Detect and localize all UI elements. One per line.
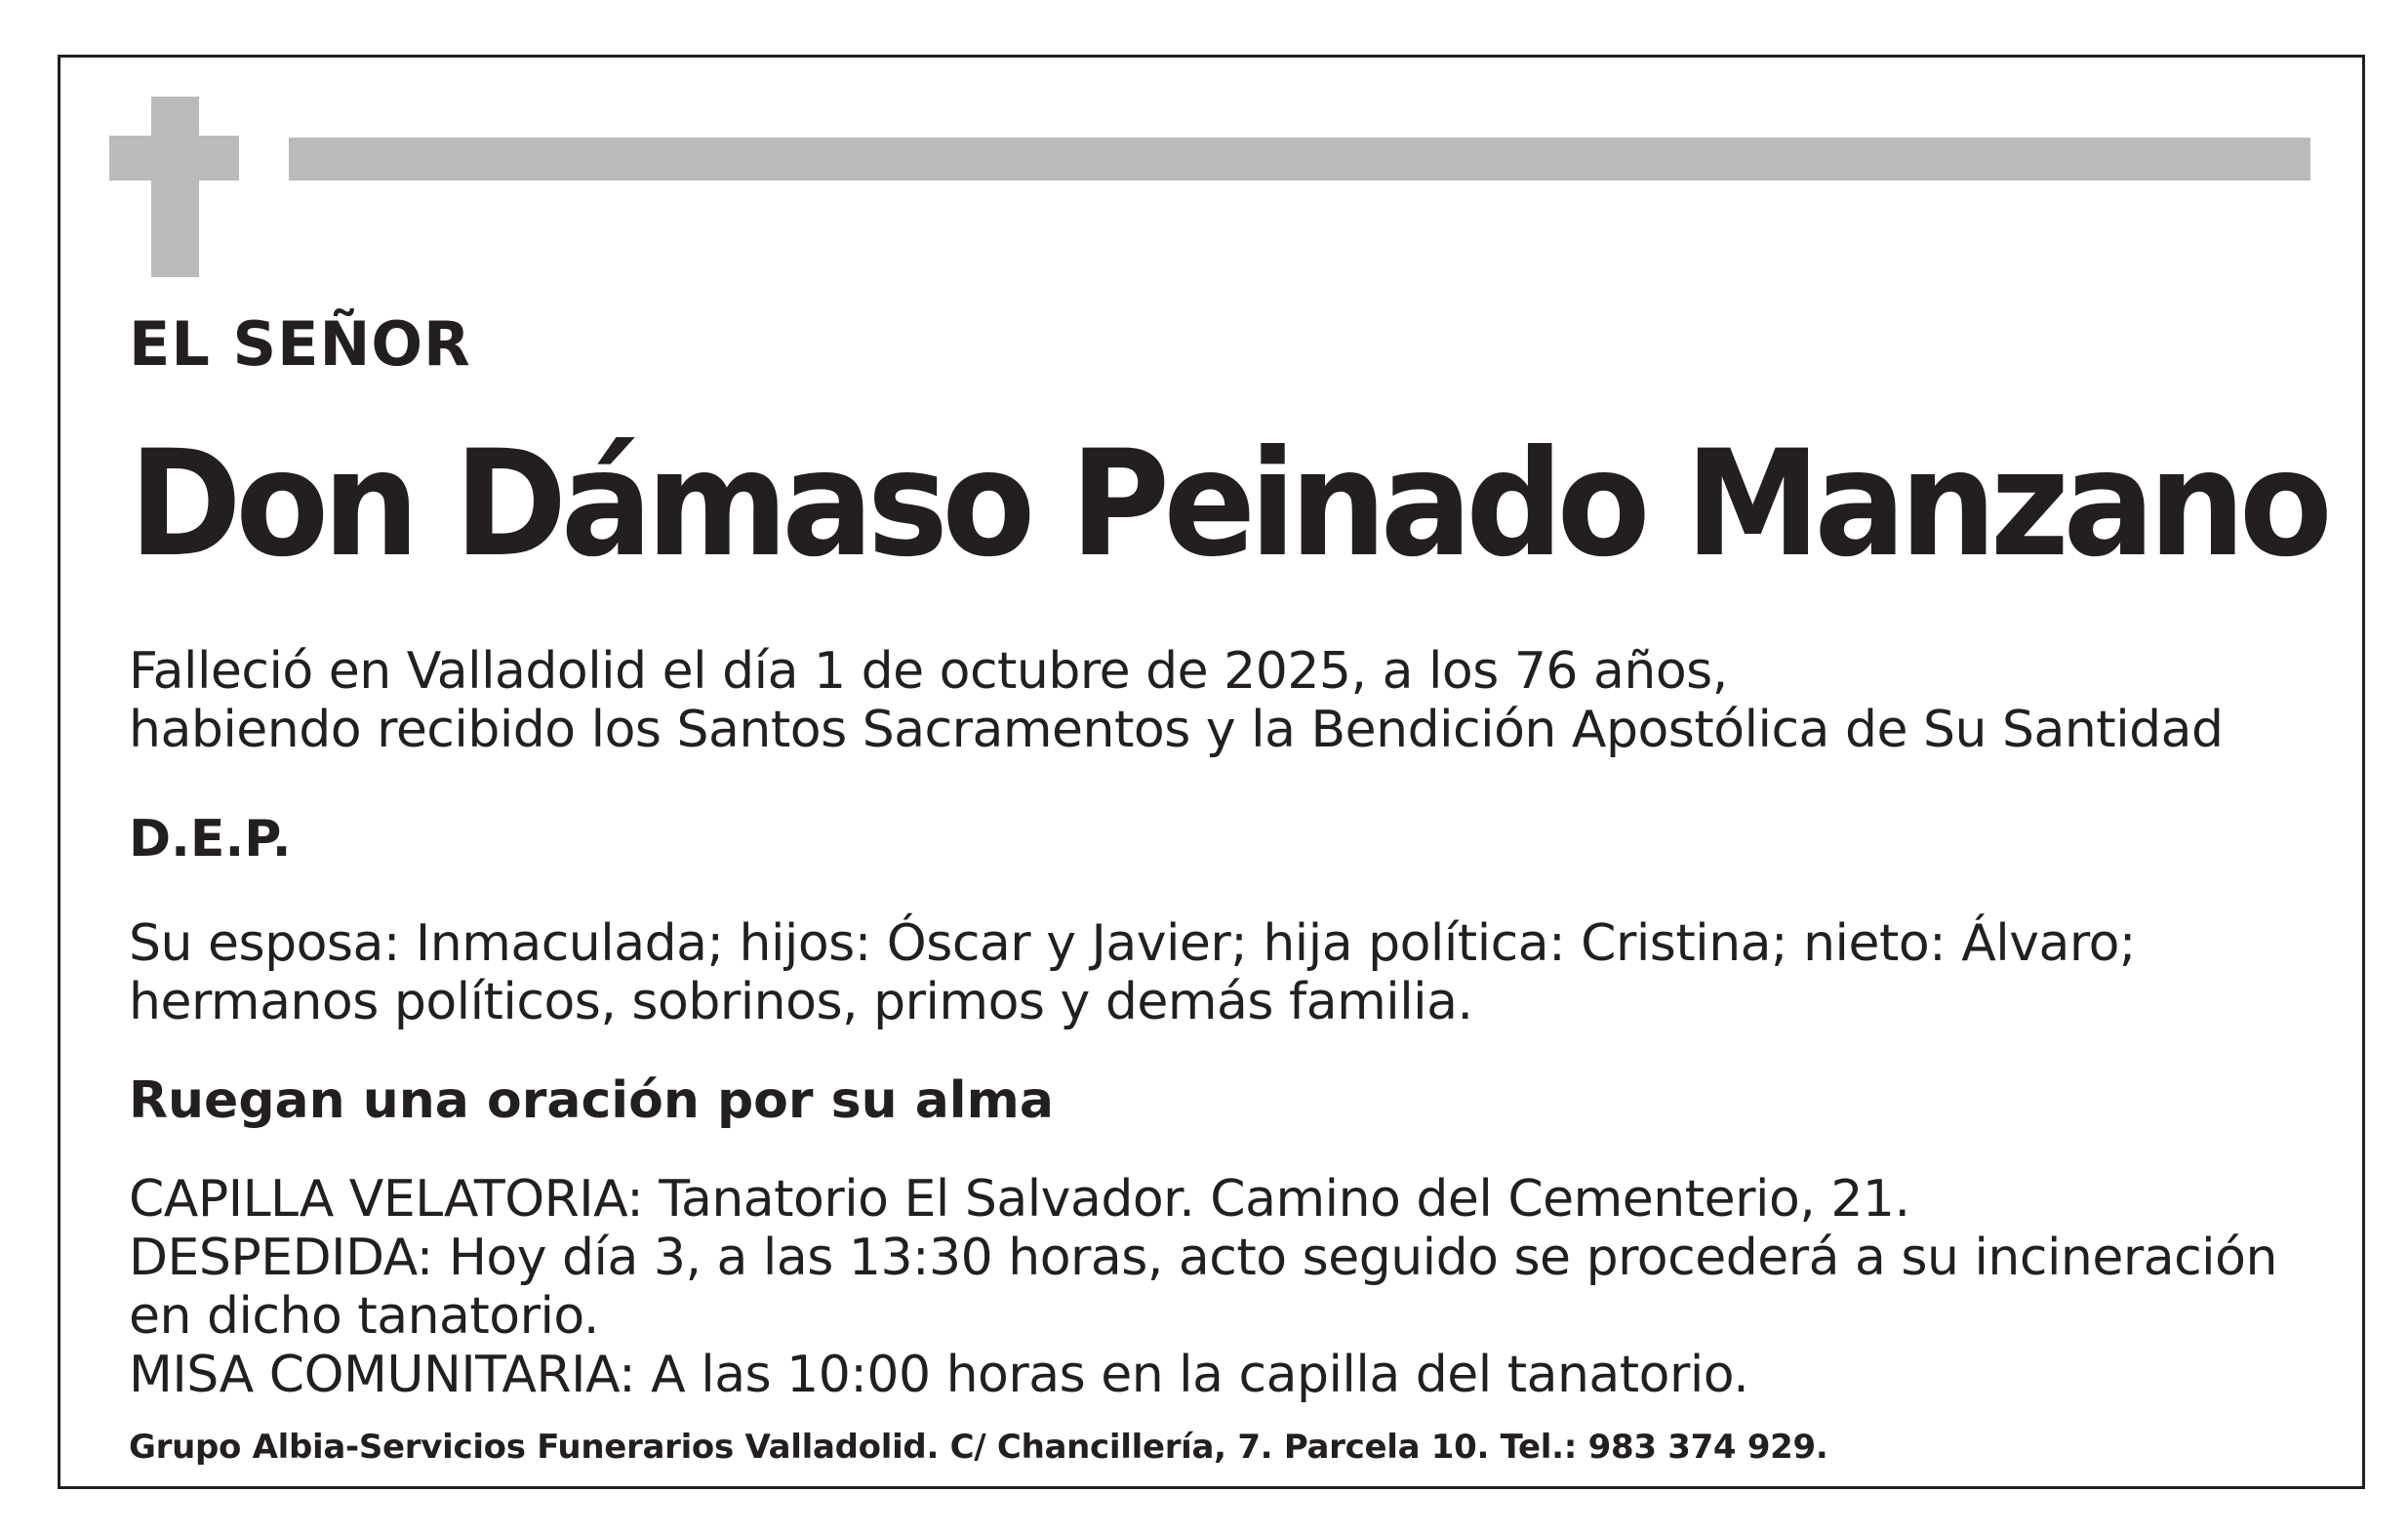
family-list [129, 914, 2136, 1031]
cross-vertical-bar [151, 97, 199, 277]
honorific: EL SEÑOR [129, 308, 471, 380]
service-line: DESPEDIDA: Hoy día 3, a las 13:30 horas, acto seguido se procederá a su incineración [129, 1229, 2277, 1287]
service-line: MISA COMUNITARIA: A las 10:00 horas en la capilla del tanatorio. [129, 1346, 1749, 1404]
deceased-name: Don Dámaso Peinado Manzano [129, 420, 2327, 589]
death-announcement [129, 642, 2224, 759]
funeral-home-footer: Grupo Albia-Servicios Funerarios Valladolid. C/ Chancillería, 7. Parcela 10. Tel.: 983 374 929. [129, 1428, 1828, 1467]
family-line: Su esposa: Inmaculada; hijos: Óscar y Javier; hija política: Cristina; nieto: Álvaro; [129, 914, 2136, 973]
service-details [129, 1170, 2277, 1404]
death-line: Falleció en Valladolid el día 1 de octubre de 2025, a los 76 años, [129, 642, 1728, 701]
rip-abbreviation: D.E.P. [129, 810, 292, 868]
death-line: habiendo recibido los Santos Sacramentos y la Bendición Apostólica de Su Santidad [129, 701, 2224, 759]
service-line: en dicho tanatorio. [129, 1287, 599, 1346]
header-rule [289, 138, 2310, 181]
family-line: hermanos políticos, sobrinos, primos y demás familia. [129, 973, 1473, 1031]
service-line: CAPILLA VELATORIA: Tanatorio El Salvador. Camino del Cementerio, 21. [129, 1170, 1910, 1229]
cross-horizontal-bar [109, 136, 239, 181]
prayer-request: Ruegan una oración por su alma [129, 1071, 1054, 1130]
